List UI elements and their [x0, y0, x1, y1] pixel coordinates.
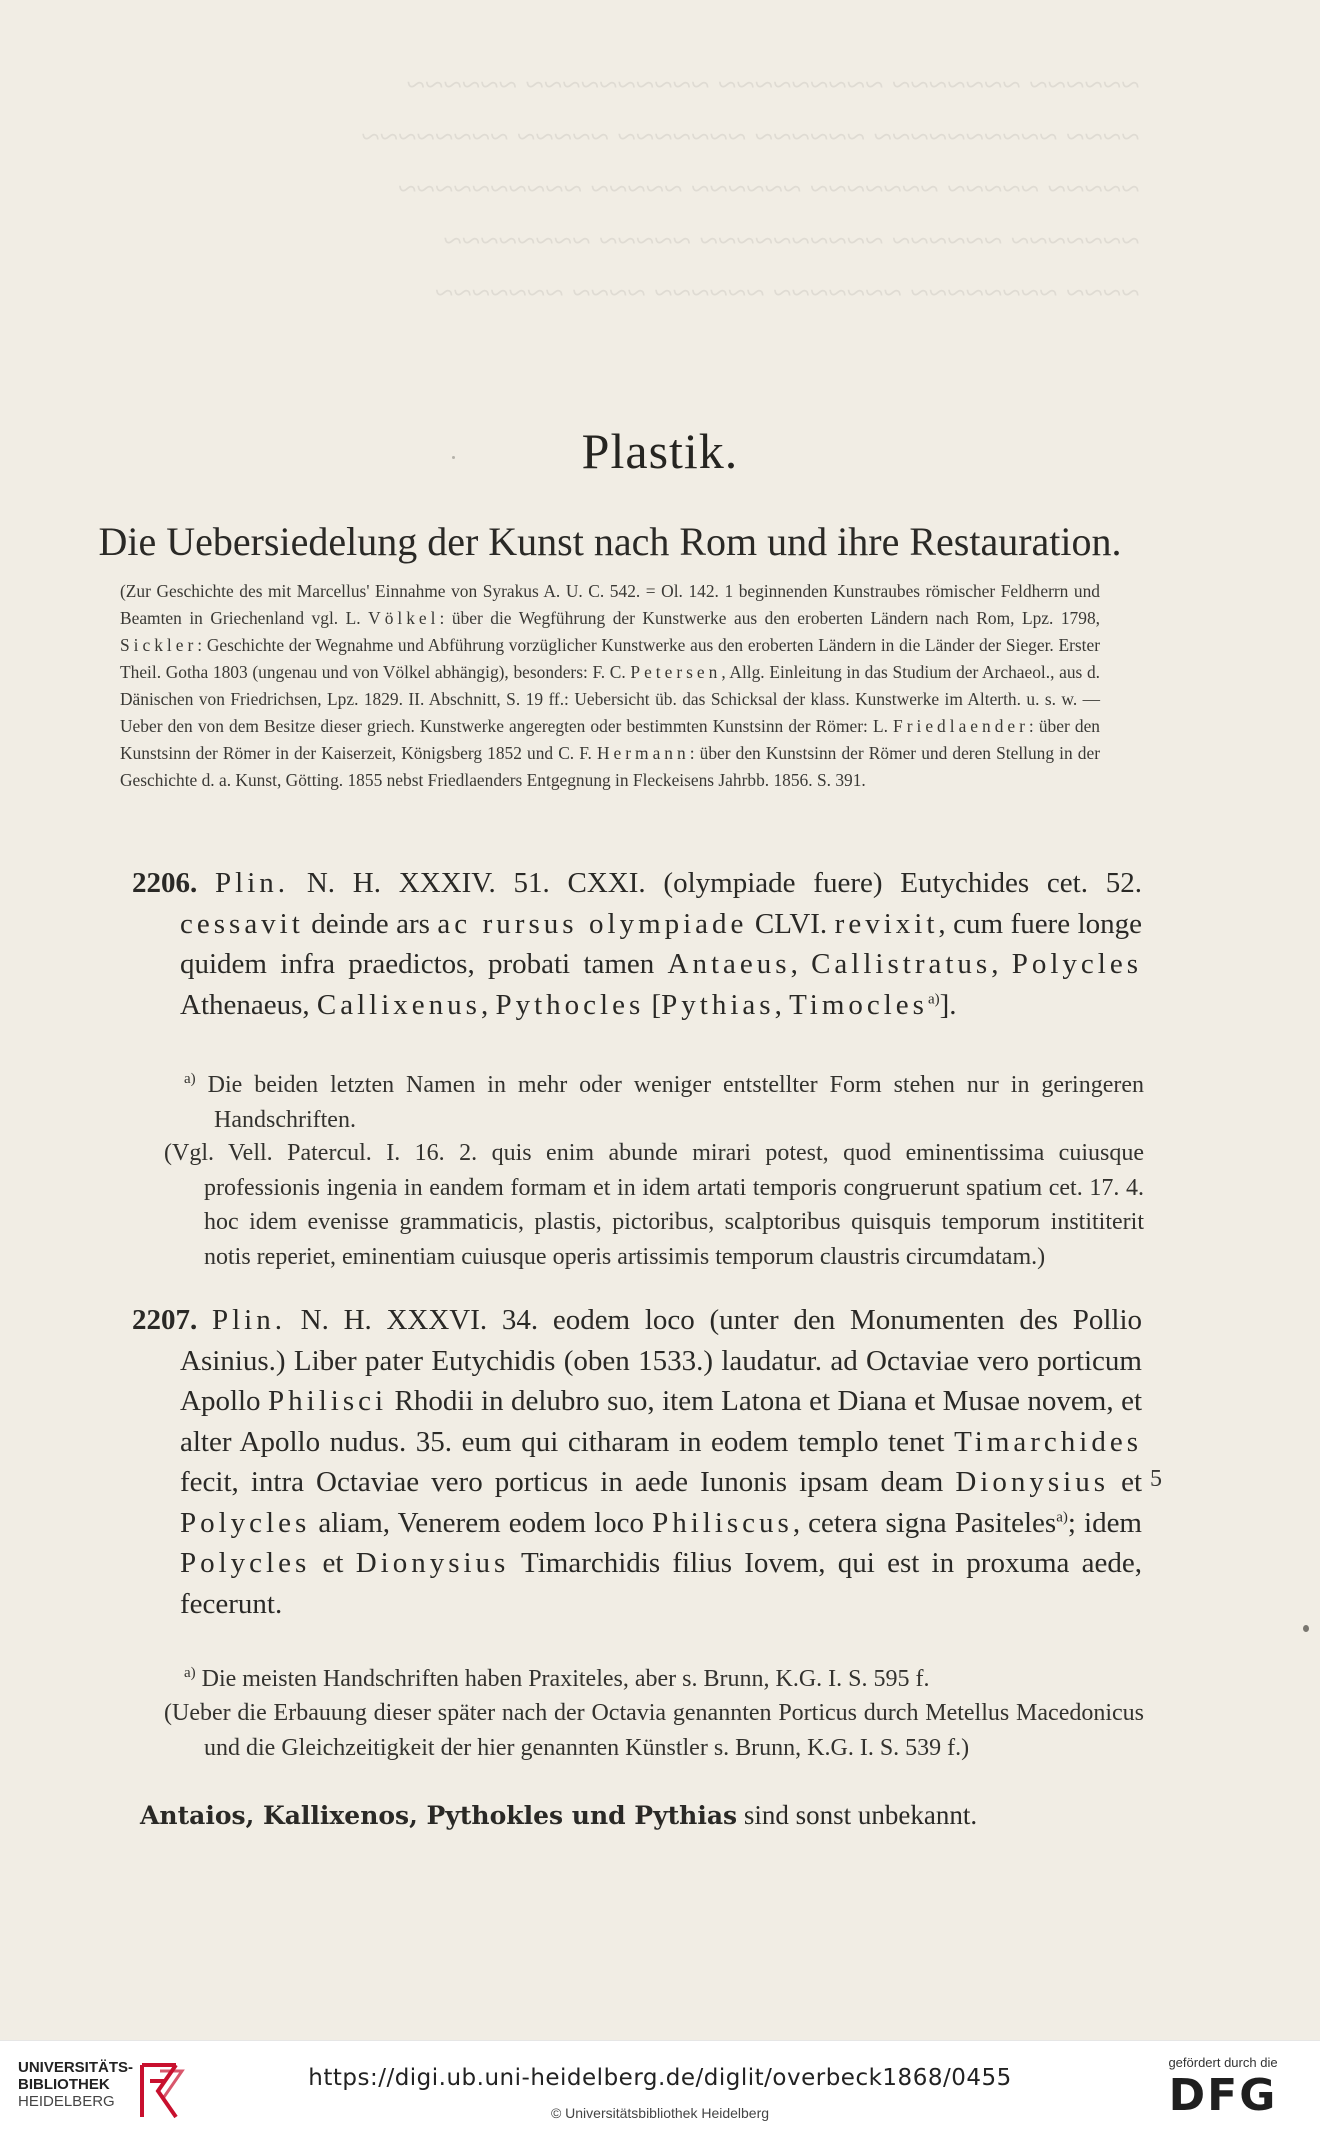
closing-names: Antaios, Kallixenos, Pythokles und Pythias [140, 1801, 738, 1830]
entry-2207: 2207. Plin. N. H. XXXVI. 34. eodem loco (unter den Monumenten des Pollio Asinius.) Liber pater Eutychidis (oben 1533.) laudatur. ad Octaviae vero porticum Apollo Philisci Rhodii in delubro suo, item Latona et Diana et Musae novem, et alter Apollo nudus. 35. eum qui citharam in eodem templo tenet Timarchides fecit, intra Octaviae vero porticus in aede Iunonis ipsam deam Dionysius et Polycles aliam, Venerem eodem loco Philiscus, cetera signa Pasiteles$^{a)}$; idem Polycles et Dionysius Timarchidis filius Iovem, qui est in proxuma aede, fecerunt. [132, 1304, 1143, 1620]
footer-bar [0, 2040, 1320, 2140]
entry-2206: 2206. Plin. N. H. XXXIV. 51. CXXI. (olympiade fuere) Eutychides cet. 52. cessavit deinde ars ac rursus olympiade CLVI. revixit, cum fuere longe quidem infra praedictos, probati tamen Antaeus, Callistratus, Polycles Athenaeus, Callixenus, Pythocles [Pythias, Timocles$^{a)}$]. [132, 867, 1143, 1021]
page-title: Plastik. [581, 423, 739, 479]
permalink-url[interactable]: https://digi.ub.uni-heidelberg.de/diglit/overbeck1868/0455 [308, 2065, 1012, 2091]
dfg-logo-mark: DFG [1168, 2070, 1278, 2121]
note-ueber-2207: (Ueber die Erbauung dieser später nach der Octavia genannten Porticus durch Metellus Macedonicus und die Gleichzeitigkeit der hier genannten Künstler s. Brunn, K.G. I. S. 539 f.) [164, 1700, 1144, 1761]
funding-caption: gefördert durch die [1168, 2055, 1278, 2070]
margin-line-number: 5 [1150, 1466, 1162, 1492]
dfg-funding-logo[interactable] [1148, 2055, 1298, 2131]
scan-speck [1303, 1625, 1309, 1632]
footnote-2207: $^{a)}$ Die meisten Handschriften haben Praxiteles, aber s. Brunn, K.G. I. S. 595 f. [184, 1665, 930, 1692]
entry-number: 2207. [132, 1304, 198, 1336]
entry-number: 2206. [132, 867, 198, 899]
note-vgl-2206: (Vgl. Vell. Patercul. I. 16. 2. quis enim abunde mirari potest, quod eminentissima cuiusque professionis ingenia in eandem formam et in idem artati temporis congruerunt spatium cet. 17. 4. hoc idem evenisse grammaticis, plastis, pictoribus, scalptoribus quisquis temporum instititerit notis reperiet, eminentiam cuiusque operis artissimis temporum claustris circumdatam.) [164, 1140, 1144, 1270]
university-library-logo[interactable]: UNIVERSITÄTS- BIBLIOTHEK HEIDELBERG [18, 2059, 188, 2123]
closing-remark: Antaios, Kallixenos, Pythokles und Pythias sind sonst unbekannt. [140, 1800, 978, 1830]
section-heading: Die Uebersiedelung der Kunst nach Rom und ihre Restauration. [98, 519, 1122, 564]
copyright-notice: © Universitätsbibliothek Heidelberg [550, 2105, 770, 2121]
footnote-2206: $^{a)}$ Die beiden letzten Namen in mehr oder weniger entstellter Form stehen nur in geringeren Handschriften. [184, 1071, 1145, 1133]
bleed-through-text: ~~~~~~ ~~~~~~~ ~~~~~~~~~ ~~~~~~~~~~ ~~~~~~ ~~~~ ~~~~~~~~~~ ~~~~~~ ~~~~~~~ ~~~~~ ~~~~~~~~ ~~~~~ ~~~~~ ~~~~~~~ ~~~~~~ ~~~~~ ~~~~~~~~~~ ~~~~~~~ ~~~~~~ ~~~~~~~~~~ ~~~~~ ~~~~~~~~ ~~~~ ~~~~~~~~ ~~~~~~~ ~~~~~~ ~~~~ ~~~~~~~ [361, 67, 1140, 312]
scan-speck [452, 456, 455, 459]
intro-paragraph: (Zur Geschichte des mit Marcellus' Einnahme von Syrakus A. U. C. 542. = Ol. 142. 1 beginnenden Kunstraubes römischer Feldherrn und Beamten in Griechenland vgl. L. Völkel: über die Wegführung der Kunstwerke aus den eroberten Ländern nach Rom, Lpz. 1798, Sickler: Geschichte der Wegnahme und Abführung vorzüglicher Kunstwerke aus den eroberten Ländern in die Länder der Sieger. Erster Theil. Gotha 1803 (ungenau und von Völkel abhängig), besonders: F. C. Petersen, Allg. Einleitung in das Studium der Archaeol., aus d. Dänischen von Friedrichsen, Lpz. 1829. II. Abschnitt, S. 19 ff.: Uebersicht üb. das Schicksal der klass. Kunstwerke im Alterth. u. s. w. — Ueber den von dem Besitze dieser griech. Kunstwerke angeregten oder bestimmten Kunstsinn der Römer: L. Friedlaender: über den Kunstsinn der Römer in der Kaiserzeit, Königsberg 1852 und C. F. Hermann: über den Kunstsinn der Römer und deren Stellung in der Geschichte d. a. Kunst, Götting. 1855 nebst Friedlaenders Entgegnung in Fleckeisens Jahrbb. 1856. S. 391. [120, 581, 1100, 790]
